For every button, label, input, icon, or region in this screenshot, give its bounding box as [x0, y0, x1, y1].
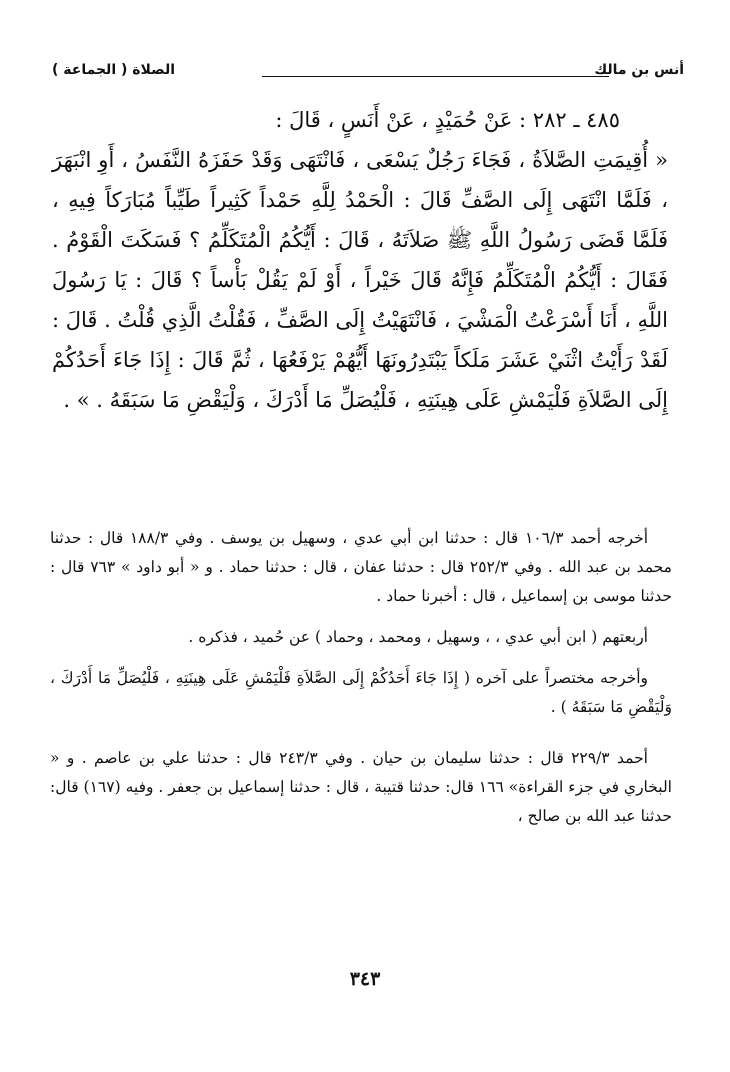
- note-paragraph: وأخرجه مختصراً على آخره ( إِذَا جَاءَ أَحَدُكُمْ إِلَى الصَّلاَةِ فَلْيَمْشِ عَلَى هِينَتِهِ ، فَلْيُصَلِّ مَا أَدْرَكَ ، وَلْيَقْضِ مَا سَبَقَهُ ) .: [50, 669, 672, 716]
- hadith-body: « أُقِيمَتِ الصَّلاَةُ ، فَجَاءَ رَجُلٌ يَسْعَى ، فَانْتَهَى وَقَدْ حَفَزَهُ النَّفَسُ ، أَوِ انْبَهَرَ ، فَلَمَّا انْتَهَى إِلَى الصَّفِّ قَالَ : الْحَمْدُ لِلَّهِ حَمْداً كَثِيراً طَيِّباً مُبَارَكاً فِيهِ ، فَلَمَّا قَضَى رَسُولُ اللَّهِ ﷺ صَلاَتَهُ ، قَالَ : أَيُّكُمُ الْمُتَكَلِّمُ ؟ فَسَكَتَ الْقَوْمُ . فَقَالَ : أَيُّكُمُ الْمُتَكَلِّمُ فَإِنَّهُ قَالَ خَيْراً ، أَوْ لَمْ يَقُلْ بَأْساً ؟ قَالَ : يَا رَسُولَ اللَّهِ ، أَنَا أَسْرَعْتُ الْمَشْيَ ، فَانْتَهَيْتُ إِلَى الصَّفِّ ، فَقُلْتُ الَّذِي قُلْتُ . قَالَ : لَقَدْ رَأَيْتُ اثْنَيْ عَشَرَ مَلَكاً يَبْتَدِرُونَهَا أَيُّهُمْ يَرْفَعُهَا ، ثُمَّ قَالَ : إِذَا جَاءَ أَحَدُكُمْ إِلَى الصَّلاَةِ فَلْيَمْشِ عَلَى هِينَتِهِ ، فَلْيُصَلِّ مَا أَدْرَكَ ، وَلْيَقْضِ مَا سَبَقَهُ . » .: [52, 148, 668, 412]
- header-rule: [262, 76, 609, 77]
- page-number: ٣٤٣: [349, 968, 381, 990]
- running-header: [52, 62, 684, 86]
- note-paragraph: أربعتهم ( ابن أبي عدي ، ، وسهيل ، ومحمد ، وحماد ) عن حُميد ، فذكره .: [188, 628, 648, 646]
- header-section-title: الصلاة ( الجماعة ): [52, 62, 176, 78]
- header-chapter-title: أنس بن مالك: [594, 62, 684, 78]
- note-paragraph: أحمد ٢٢٩/٣ قال : حدثنا سليمان بن حيان . وفي ٢٤٣/٣ قال : حدثنا علي بن عاصم . و « البخاري في جزء القراءة» ١٦٦ قال: حدثنا قتيبة ، قال : حدثنا إسماعيل بن جعفر . وفيه (١٦٧) قال: حدثنا عبد الله بن صالح ،: [50, 749, 672, 825]
- takhrij-notes: [50, 524, 672, 843]
- hadith-text-block: [52, 100, 668, 420]
- note-paragraph: أخرجه أحمد ١٠٦/٣ قال : حدثنا ابن أبي عدي ، وسهيل بن يوسف . وفي ١٨٨/٣ قال : حدثنا محمد بن عبد الله . وفي ٢٥٢/٣ قال : حدثنا عفان ، قال : حدثنا حماد . و « أبو داود » ٧٦٣ قال : حدثنا موسى بن إسماعيل ، قال : أخبرنا حماد .: [50, 529, 672, 605]
- hadith-reference: ٤٨٥ ـ ٢٨٢ : عَنْ حُمَيْدٍ ، عَنْ أَنَسٍ ، قَالَ :: [275, 108, 620, 132]
